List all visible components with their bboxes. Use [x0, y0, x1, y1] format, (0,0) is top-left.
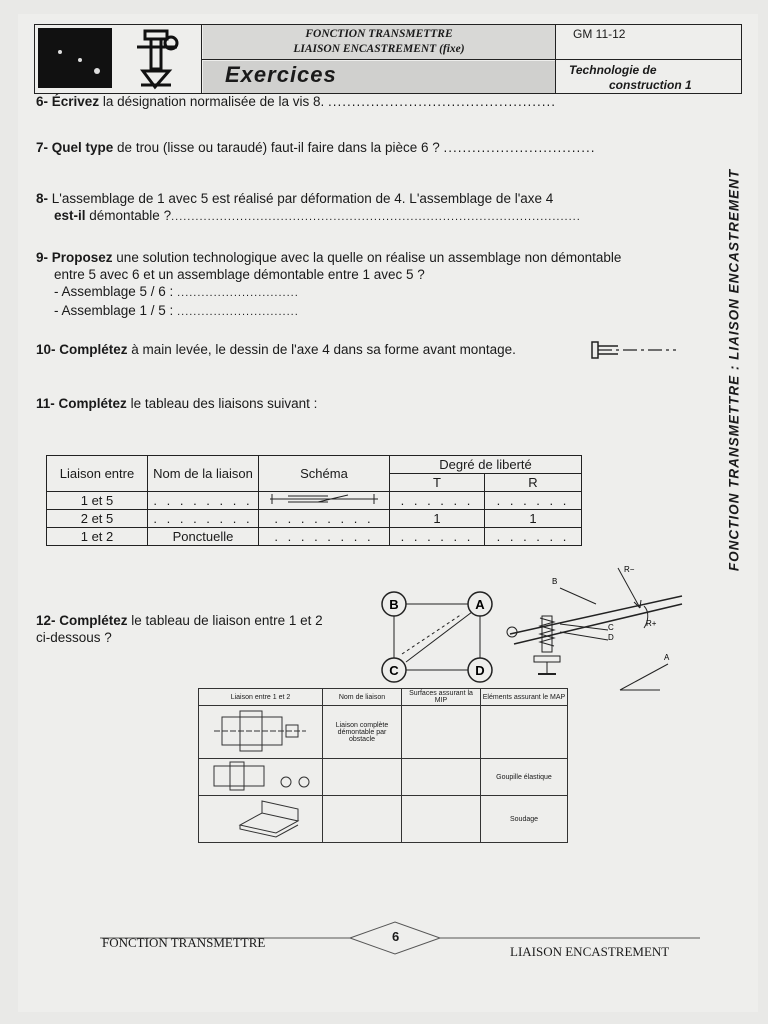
- school-logo: [38, 28, 112, 88]
- question-10: 10- Complétez à main levée, le dessin de l'axe 4 dans sa forme avant montage.: [36, 342, 516, 357]
- node-c: [382, 658, 406, 682]
- col-r-header: R: [485, 474, 582, 492]
- liaison-graph-diagram: [372, 590, 502, 686]
- col-degre-header: Degré de liberté: [390, 456, 582, 474]
- question-8: 8- L'assemblage de 1 avec 5 est réalisé par déformation de 4. L'assemblage de l'axe 4 est-il démontable ?.....................................................................................................: [36, 191, 581, 223]
- svg-text:D: D: [475, 663, 485, 678]
- label-r-plus: R+: [646, 619, 657, 628]
- schema-sketch: [259, 492, 390, 510]
- worksheet-header: [34, 24, 742, 94]
- exercices-cell: [203, 61, 555, 93]
- question-9: 9- Proposez une solution technologique avec la quelle on réalise un assemblage non démontable entre 5 avec 6 et un assemblage démontable entre 1 avec 5 ? - Assemblage 5 / 6 : .............................. - Assemblage 1 / 5 : ..............................: [36, 250, 622, 318]
- question-6: 6- Écrivez la désignation normalisée de la vis 8. ................................................: [36, 94, 557, 109]
- page-number: 6: [392, 929, 400, 944]
- bolt-drawing-icon: [206, 707, 316, 755]
- col-liaison-header: Liaison entre: [47, 456, 148, 492]
- footer-right: LIAISON ENCASTREMENT: [510, 944, 670, 959]
- label-c: C: [608, 623, 614, 632]
- liaisons-table: [46, 455, 582, 546]
- table-row: Liaison complète démontable par obstacle: [199, 706, 568, 759]
- label-r-minus: R−: [624, 565, 635, 574]
- table-row: 1 et 2 Ponctuelle . . . . . . . . . . . . . . . . . . . .: [47, 528, 582, 546]
- svg-text:B: B: [389, 597, 399, 612]
- welded-assembly-sketch: [199, 796, 323, 843]
- label-a: A: [664, 653, 670, 662]
- col-t-header: T: [390, 474, 485, 492]
- liaison-1-2-table: Liaison entre 1 et 2 Nom de liaison Surfaces assurant la MIP Eléments assurant le MAP Liaison complète démontable par obstacle Goupille élastique Soudage: [198, 688, 568, 843]
- header-liaison: LIAISON ENCASTREMENT (fixe): [293, 43, 465, 55]
- vise-logo-icon: [125, 27, 195, 91]
- pin-assembly-sketch: [199, 759, 323, 796]
- question-7: 7- Quel type de trou (lisse ou taraudé) faut-il faire dans la pièce 6 ? ................................: [36, 140, 596, 155]
- svg-text:C: C: [389, 663, 399, 678]
- node-b: [382, 592, 406, 616]
- question-11: 11- Complétez le tableau des liaisons suivant :: [36, 396, 318, 411]
- header-title: [203, 25, 555, 59]
- header-fonction: FONCTION TRANSMETTRE: [305, 28, 453, 40]
- exercices-title: Exercices: [225, 62, 337, 87]
- table-row: Soudage: [199, 796, 568, 843]
- axe-sketch-icon: [588, 338, 680, 362]
- weld-drawing-icon: [206, 797, 316, 839]
- course-name: Technologie de construction 1: [569, 63, 692, 92]
- table-row: 1 et 5 . . . . . . . . . . . . . . . . . . . .: [47, 492, 582, 510]
- col-schema-header: Schéma: [259, 456, 390, 492]
- question-12: 12- Complétez le tableau de liaison entre 1 et 2 ci-dessous ?: [36, 613, 323, 645]
- course-code: GM 11-12: [573, 27, 626, 41]
- pivot-schema-icon: [268, 492, 380, 506]
- bolted-assembly-sketch: [199, 706, 323, 759]
- node-d: [468, 658, 492, 682]
- footer-left: FONCTION TRANSMETTRE: [102, 935, 266, 950]
- col-nom-header: Nom de la liaison: [148, 456, 259, 492]
- side-banner: [722, 96, 746, 644]
- mechanism-sketch: [500, 560, 700, 695]
- svg-text:A: A: [475, 597, 485, 612]
- pin-drawing-icon: [206, 760, 316, 792]
- table-row: 2 et 5 . . . . . . . . . . . . . . . . 1 1: [47, 510, 582, 528]
- label-d: D: [608, 633, 614, 642]
- node-a: [468, 592, 492, 616]
- table-row: Goupille élastique: [199, 759, 568, 796]
- side-text: FONCTION TRANSMETTRE : LIAISON ENCASTREMENT: [726, 168, 742, 572]
- label-b: B: [552, 577, 558, 586]
